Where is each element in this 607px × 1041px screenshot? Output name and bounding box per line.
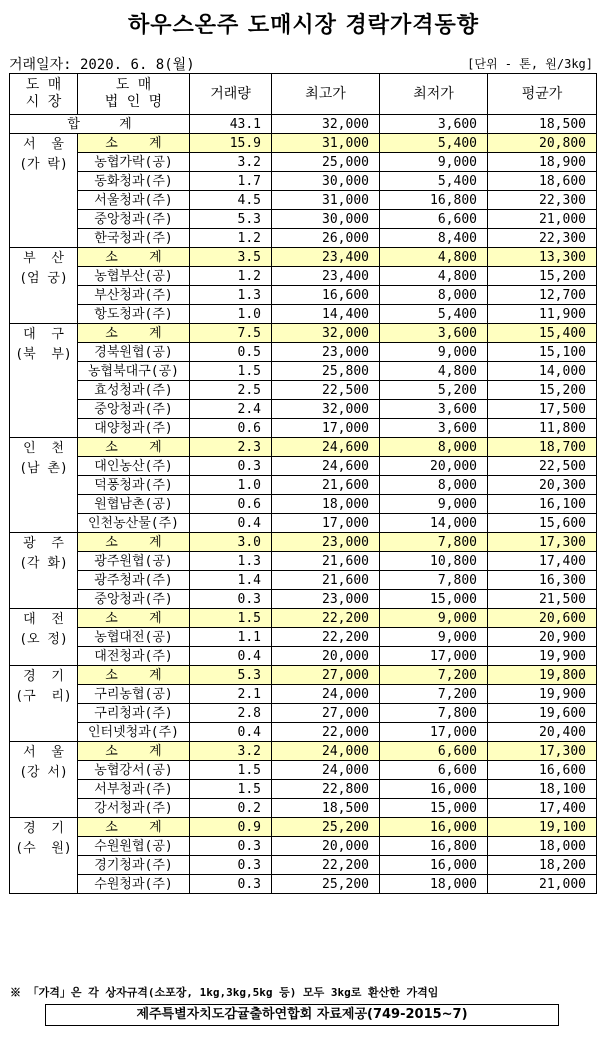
max-price-cell: 32,000 — [272, 324, 380, 343]
firm-name: 소 계 — [78, 248, 190, 267]
table-row — [10, 267, 597, 286]
firm-name: 대전청과(주) — [78, 647, 190, 666]
avg-price-cell: 18,900 — [488, 153, 597, 172]
volume-cell: 0.4 — [190, 647, 272, 666]
avg-price-cell: 20,400 — [488, 723, 597, 742]
max-price-cell: 25,200 — [272, 818, 380, 837]
table-row — [10, 590, 597, 609]
table-row — [10, 419, 597, 438]
min-price-cell: 9,000 — [380, 153, 488, 172]
min-price-cell: 6,600 — [380, 761, 488, 780]
firm-name: 중앙청과(주) — [78, 400, 190, 419]
volume-cell: 1.3 — [190, 286, 272, 305]
firm-name: 농협강서(공) — [78, 761, 190, 780]
avg-price-cell: 20,900 — [488, 628, 597, 647]
volume-cell: 1.2 — [190, 267, 272, 286]
table-row — [10, 875, 597, 894]
table-row — [10, 799, 597, 818]
table-row — [10, 495, 597, 514]
region-name: 대 구 (북 부) — [10, 324, 78, 438]
avg-price-cell: 19,600 — [488, 704, 597, 723]
firm-name: 광주원협(공) — [78, 552, 190, 571]
volume-cell: 2.8 — [190, 704, 272, 723]
volume-cell: 1.5 — [190, 761, 272, 780]
min-price-cell: 8,000 — [380, 476, 488, 495]
volume-cell: 0.3 — [190, 856, 272, 875]
firm-name: 경기청과(주) — [78, 856, 190, 875]
firm-name: 수원원협(공) — [78, 837, 190, 856]
min-price-cell: 16,000 — [380, 780, 488, 799]
min-price-cell: 7,200 — [380, 666, 488, 685]
total-min: 3,600 — [380, 115, 488, 134]
max-price-cell: 18,500 — [272, 799, 380, 818]
table-row — [10, 552, 597, 571]
firm-name: 인천농산물(주) — [78, 514, 190, 533]
avg-price-cell: 15,200 — [488, 381, 597, 400]
volume-cell: 2.4 — [190, 400, 272, 419]
avg-price-cell: 17,300 — [488, 533, 597, 552]
firm-name: 동화청과(주) — [78, 172, 190, 191]
min-price-cell: 10,800 — [380, 552, 488, 571]
volume-cell: 1.5 — [190, 362, 272, 381]
firm-name: 소 계 — [78, 438, 190, 457]
min-price-cell: 8,000 — [380, 286, 488, 305]
max-price-cell: 16,600 — [272, 286, 380, 305]
min-price-cell: 6,600 — [380, 210, 488, 229]
table-row — [10, 856, 597, 875]
min-price-cell: 3,600 — [380, 419, 488, 438]
max-price-cell: 24,600 — [272, 438, 380, 457]
region-name: 부 산 (엄 궁) — [10, 248, 78, 324]
max-price-cell: 25,800 — [272, 362, 380, 381]
min-price-cell: 17,000 — [380, 723, 488, 742]
table-row — [10, 153, 597, 172]
region-name: 서 울 (가 락) — [10, 134, 78, 248]
firm-name: 한국청과(주) — [78, 229, 190, 248]
min-price-cell: 5,400 — [380, 172, 488, 191]
total-label: 합 계 — [10, 115, 190, 134]
firm-name: 소 계 — [78, 533, 190, 552]
avg-price-cell: 18,200 — [488, 856, 597, 875]
avg-price-cell: 16,300 — [488, 571, 597, 590]
firm-name: 구리청과(주) — [78, 704, 190, 723]
avg-price-cell: 11,900 — [488, 305, 597, 324]
table-row — [10, 761, 597, 780]
source-box: 제주특별자치도감귤출하연합회 자료제공(749-2015~7) — [45, 1004, 559, 1026]
min-price-cell: 7,800 — [380, 704, 488, 723]
table-row — [10, 400, 597, 419]
min-price-cell: 16,000 — [380, 818, 488, 837]
table-row — [10, 704, 597, 723]
unit-label: [단위 - 톤, 원/3kg] — [467, 57, 593, 71]
volume-cell: 0.9 — [190, 818, 272, 837]
header-volume: 거래량 — [190, 74, 272, 115]
avg-price-cell: 17,400 — [488, 552, 597, 571]
avg-price-cell: 19,900 — [488, 685, 597, 704]
table-row — [10, 172, 597, 191]
max-price-cell: 23,400 — [272, 267, 380, 286]
min-price-cell: 14,000 — [380, 514, 488, 533]
volume-cell: 1.4 — [190, 571, 272, 590]
volume-cell: 2.5 — [190, 381, 272, 400]
avg-price-cell: 20,300 — [488, 476, 597, 495]
min-price-cell: 5,400 — [380, 305, 488, 324]
table-row — [10, 514, 597, 533]
volume-cell: 2.1 — [190, 685, 272, 704]
table-row — [10, 780, 597, 799]
min-price-cell: 6,600 — [380, 742, 488, 761]
min-price-cell: 7,800 — [380, 571, 488, 590]
avg-price-cell: 17,400 — [488, 799, 597, 818]
max-price-cell: 24,600 — [272, 457, 380, 476]
volume-cell: 1.0 — [190, 305, 272, 324]
max-price-cell: 25,000 — [272, 153, 380, 172]
min-price-cell: 5,400 — [380, 134, 488, 153]
firm-name: 소 계 — [78, 666, 190, 685]
avg-price-cell: 15,100 — [488, 343, 597, 362]
max-price-cell: 21,600 — [272, 571, 380, 590]
subtotal-row — [10, 134, 597, 153]
page-title: 하우스온주 도매시장 경락가격동향 — [127, 13, 480, 38]
firm-name: 서울청과(주) — [78, 191, 190, 210]
avg-price-cell: 19,900 — [488, 647, 597, 666]
min-price-cell: 16,000 — [380, 856, 488, 875]
max-price-cell: 22,200 — [272, 628, 380, 647]
firm-name: 농협가락(공) — [78, 153, 190, 172]
min-price-cell: 7,800 — [380, 533, 488, 552]
avg-price-cell: 15,400 — [488, 324, 597, 343]
firm-name: 중앙청과(주) — [78, 590, 190, 609]
firm-name: 서부청과(주) — [78, 780, 190, 799]
volume-cell: 0.2 — [190, 799, 272, 818]
max-price-cell: 21,600 — [272, 476, 380, 495]
avg-price-cell: 16,600 — [488, 761, 597, 780]
max-price-cell: 25,200 — [272, 875, 380, 894]
table-row — [10, 837, 597, 856]
min-price-cell: 4,800 — [380, 362, 488, 381]
avg-price-cell: 20,800 — [488, 134, 597, 153]
max-price-cell: 32,000 — [272, 400, 380, 419]
firm-name: 부산청과(주) — [78, 286, 190, 305]
firm-name: 소 계 — [78, 818, 190, 837]
min-price-cell: 16,800 — [380, 191, 488, 210]
volume-cell: 1.1 — [190, 628, 272, 647]
firm-name: 효성청과(주) — [78, 381, 190, 400]
subtotal-row — [10, 609, 597, 628]
volume-cell: 2.3 — [190, 438, 272, 457]
min-price-cell: 20,000 — [380, 457, 488, 476]
max-price-cell: 22,200 — [272, 609, 380, 628]
max-price-cell: 20,000 — [272, 837, 380, 856]
volume-cell: 0.3 — [190, 457, 272, 476]
table-row — [10, 647, 597, 666]
table-row — [10, 571, 597, 590]
max-price-cell: 14,400 — [272, 305, 380, 324]
region-name: 서 울 (강 서) — [10, 742, 78, 818]
avg-price-cell: 22,300 — [488, 229, 597, 248]
avg-price-cell: 18,100 — [488, 780, 597, 799]
min-price-cell: 9,000 — [380, 495, 488, 514]
max-price-cell: 30,000 — [272, 172, 380, 191]
min-price-cell: 15,000 — [380, 799, 488, 818]
min-price-cell: 8,000 — [380, 438, 488, 457]
firm-name: 소 계 — [78, 609, 190, 628]
min-price-cell: 7,200 — [380, 685, 488, 704]
table-row — [10, 191, 597, 210]
avg-price-cell: 11,800 — [488, 419, 597, 438]
table-row — [10, 343, 597, 362]
region-name: 인 천 (남 촌) — [10, 438, 78, 533]
table-row — [10, 457, 597, 476]
table-row — [10, 286, 597, 305]
max-price-cell: 22,200 — [272, 856, 380, 875]
max-price-cell: 17,000 — [272, 514, 380, 533]
max-price-cell: 23,000 — [272, 533, 380, 552]
subtotal-row — [10, 666, 597, 685]
header-market: 도 매 시 장 — [10, 74, 78, 115]
subtotal-row — [10, 248, 597, 267]
max-price-cell: 31,000 — [272, 134, 380, 153]
min-price-cell: 16,800 — [380, 837, 488, 856]
firm-name: 원협남촌(공) — [78, 495, 190, 514]
min-price-cell: 17,000 — [380, 647, 488, 666]
volume-cell: 0.4 — [190, 723, 272, 742]
max-price-cell: 20,000 — [272, 647, 380, 666]
firm-name: 인터넷청과(주) — [78, 723, 190, 742]
firm-name: 경북원협(공) — [78, 343, 190, 362]
avg-price-cell: 21,500 — [488, 590, 597, 609]
table-row — [10, 362, 597, 381]
max-price-cell: 31,000 — [272, 191, 380, 210]
min-price-cell: 5,200 — [380, 381, 488, 400]
volume-cell: 3.0 — [190, 533, 272, 552]
firm-name: 농협대전(공) — [78, 628, 190, 647]
max-price-cell: 17,000 — [272, 419, 380, 438]
subtotal-row — [10, 324, 597, 343]
avg-price-cell: 20,600 — [488, 609, 597, 628]
volume-cell: 0.4 — [190, 514, 272, 533]
table-row — [10, 685, 597, 704]
firm-name: 대인농산(주) — [78, 457, 190, 476]
firm-name: 덕풍청과(주) — [78, 476, 190, 495]
volume-cell: 1.3 — [190, 552, 272, 571]
avg-price-cell: 15,600 — [488, 514, 597, 533]
table-row — [10, 305, 597, 324]
firm-name: 농협북대구(공) — [78, 362, 190, 381]
min-price-cell: 3,600 — [380, 400, 488, 419]
firm-name: 소 계 — [78, 324, 190, 343]
volume-cell: 1.2 — [190, 229, 272, 248]
avg-price-cell: 17,500 — [488, 400, 597, 419]
firm-name: 대양청과(주) — [78, 419, 190, 438]
table-row — [10, 210, 597, 229]
min-price-cell: 18,000 — [380, 875, 488, 894]
subtotal-row — [10, 742, 597, 761]
footnote: ※ 「가격」은 각 상자규격(소포장, 1kg,3kg,5kg 등) 모두 3kg로 환산한 가격임 — [10, 986, 439, 999]
avg-price-cell: 19,100 — [488, 818, 597, 837]
avg-price-cell: 19,800 — [488, 666, 597, 685]
avg-price-cell: 16,100 — [488, 495, 597, 514]
volume-cell: 3.2 — [190, 742, 272, 761]
firm-name: 항도청과(주) — [78, 305, 190, 324]
volume-cell: 0.6 — [190, 495, 272, 514]
table-row — [10, 628, 597, 647]
header-avg: 평균가 — [488, 74, 597, 115]
volume-cell: 3.2 — [190, 153, 272, 172]
avg-price-cell: 13,300 — [488, 248, 597, 267]
max-price-cell: 24,000 — [272, 761, 380, 780]
firm-name: 농협부산(공) — [78, 267, 190, 286]
avg-price-cell: 14,000 — [488, 362, 597, 381]
header-min: 최저가 — [380, 74, 488, 115]
max-price-cell: 27,000 — [272, 666, 380, 685]
price-table — [9, 73, 597, 894]
avg-price-cell: 18,600 — [488, 172, 597, 191]
volume-cell: 5.3 — [190, 210, 272, 229]
max-price-cell: 22,500 — [272, 381, 380, 400]
firm-name: 강서청과(주) — [78, 799, 190, 818]
volume-cell: 1.5 — [190, 609, 272, 628]
min-price-cell: 9,000 — [380, 628, 488, 647]
avg-price-cell: 15,200 — [488, 267, 597, 286]
max-price-cell: 27,000 — [272, 704, 380, 723]
min-price-cell: 9,000 — [380, 343, 488, 362]
volume-cell: 0.6 — [190, 419, 272, 438]
max-price-cell: 26,000 — [272, 229, 380, 248]
avg-price-cell: 21,000 — [488, 210, 597, 229]
firm-name: 소 계 — [78, 134, 190, 153]
max-price-cell: 23,400 — [272, 248, 380, 267]
volume-cell: 3.5 — [190, 248, 272, 267]
region-name: 대 전 (오 정) — [10, 609, 78, 666]
avg-price-cell: 18,000 — [488, 837, 597, 856]
region-name: 경 기 (구 리) — [10, 666, 78, 742]
max-price-cell: 22,800 — [272, 780, 380, 799]
total-max: 32,000 — [272, 115, 380, 134]
min-price-cell: 15,000 — [380, 590, 488, 609]
volume-cell: 1.7 — [190, 172, 272, 191]
subtotal-row — [10, 438, 597, 457]
volume-cell: 5.3 — [190, 666, 272, 685]
min-price-cell: 4,800 — [380, 267, 488, 286]
max-price-cell: 23,000 — [272, 590, 380, 609]
avg-price-cell: 22,300 — [488, 191, 597, 210]
table-row — [10, 229, 597, 248]
table-row — [10, 381, 597, 400]
avg-price-cell: 22,500 — [488, 457, 597, 476]
max-price-cell: 24,000 — [272, 742, 380, 761]
avg-price-cell: 12,700 — [488, 286, 597, 305]
min-price-cell: 9,000 — [380, 609, 488, 628]
region-name: 경 기 (수 원) — [10, 818, 78, 894]
volume-cell: 0.3 — [190, 875, 272, 894]
table-row — [10, 476, 597, 495]
total-avg: 18,500 — [488, 115, 597, 134]
min-price-cell: 4,800 — [380, 248, 488, 267]
firm-name: 중앙청과(주) — [78, 210, 190, 229]
total-volume: 43.1 — [190, 115, 272, 134]
max-price-cell: 21,600 — [272, 552, 380, 571]
min-price-cell: 8,400 — [380, 229, 488, 248]
avg-price-cell: 21,000 — [488, 875, 597, 894]
max-price-cell: 23,000 — [272, 343, 380, 362]
subtotal-row — [10, 533, 597, 552]
volume-cell: 0.3 — [190, 590, 272, 609]
max-price-cell: 24,000 — [272, 685, 380, 704]
volume-cell: 7.5 — [190, 324, 272, 343]
trade-date: 거래일자: 2020. 6. 8(월) — [9, 57, 195, 73]
max-price-cell: 30,000 — [272, 210, 380, 229]
volume-cell: 15.9 — [190, 134, 272, 153]
volume-cell: 4.5 — [190, 191, 272, 210]
region-name: 광 주 (각 화) — [10, 533, 78, 609]
header-max: 최고가 — [272, 74, 380, 115]
max-price-cell: 22,000 — [272, 723, 380, 742]
avg-price-cell: 18,700 — [488, 438, 597, 457]
max-price-cell: 18,000 — [272, 495, 380, 514]
volume-cell: 0.5 — [190, 343, 272, 362]
total-row — [10, 115, 597, 134]
table-row — [10, 723, 597, 742]
header-row — [10, 74, 597, 115]
avg-price-cell: 17,300 — [488, 742, 597, 761]
firm-name: 수원청과(주) — [78, 875, 190, 894]
header-firm: 도 매 법 인 명 — [78, 74, 190, 115]
min-price-cell: 3,600 — [380, 324, 488, 343]
volume-cell: 1.5 — [190, 780, 272, 799]
firm-name: 소 계 — [78, 742, 190, 761]
volume-cell: 0.3 — [190, 837, 272, 856]
volume-cell: 1.0 — [190, 476, 272, 495]
firm-name: 광주청과(주) — [78, 571, 190, 590]
firm-name: 구리농협(공) — [78, 685, 190, 704]
subtotal-row — [10, 818, 597, 837]
